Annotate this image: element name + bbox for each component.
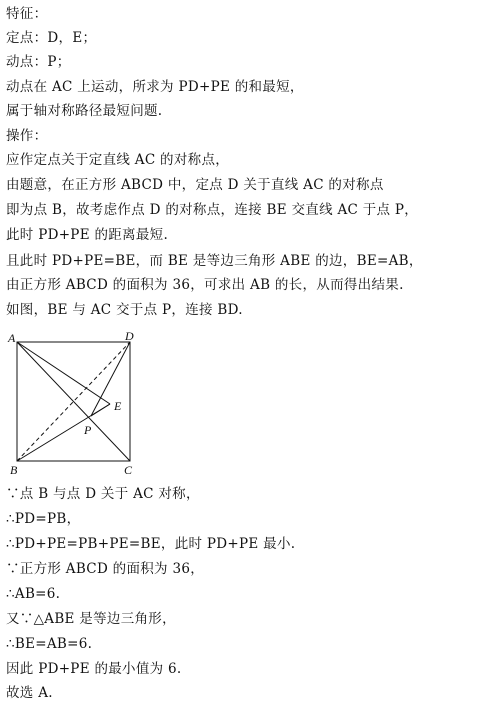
text-line-be-6: ∴BE=AB=6. <box>6 636 93 652</box>
text-line-area: 由正方形 ABCD 的面积为 36，可求出 AB 的长，从而得出结果. <box>6 277 404 293</box>
text-line-sum-be: ∴PD+PE=PB+PE=BE，此时 PD+PE 最小. <box>6 536 296 552</box>
label-b: B <box>10 463 18 477</box>
text-line-figure-intro: 如图，BE 与 AC 交于点 P，连接 BD. <box>6 302 243 318</box>
text-line-shortest: 此时 PD+PE 的距离最短. <box>6 227 169 243</box>
text-line-features: 特征： <box>6 6 48 22</box>
text-line-pd-pb: ∴PD=PB， <box>6 511 81 527</box>
label-a: A <box>8 331 16 345</box>
text-line-moving-point: 动点：P； <box>6 54 71 70</box>
text-line-ab-6: ∴AB=6. <box>6 586 61 602</box>
text-line-equilateral: 又∵△ABE 是等边三角形， <box>6 611 176 627</box>
text-line-area-36: ∵正方形 ABCD 的面积为 36， <box>6 561 205 577</box>
segment-de <box>91 342 130 416</box>
text-line-reflect: 应作定点关于定直线 AC 的对称点， <box>6 152 230 168</box>
label-e: E <box>114 399 122 413</box>
text-line-fixed-points: 定点：D，E； <box>6 30 97 46</box>
text-line-equal-be: 且此时 PD+PE=BE，而 BE 是等边三角形 ABE 的边，BE=AB， <box>6 253 423 269</box>
text-line-symmetry: 由题意，在正方形 ABCD 中，定点 D 关于直线 AC 的对称点 <box>6 177 384 193</box>
segment-ae <box>17 342 110 404</box>
label-c: C <box>124 463 133 477</box>
label-p: P <box>84 423 92 437</box>
text-line-answer: 故选 A. <box>6 685 53 701</box>
text-line-connect-be: 即为点 B，故考虑作点 D 的对称点，连接 BE 交直线 AC 于点 P， <box>6 202 419 218</box>
label-d: D <box>125 329 134 343</box>
text-line-because-symmetric: ∵点 B 与点 D 关于 AC 对称， <box>6 486 200 502</box>
geometry-figure <box>6 328 146 482</box>
text-line-goal: 动点在 AC 上运动，所求为 PD+PE 的和最短， <box>6 79 304 95</box>
text-line-min-value: 因此 PD+PE 的最小值为 6. <box>6 661 182 677</box>
text-line-operation: 操作： <box>6 128 48 144</box>
text-line-problem-type: 属于轴对称路径最短问题. <box>6 103 163 119</box>
